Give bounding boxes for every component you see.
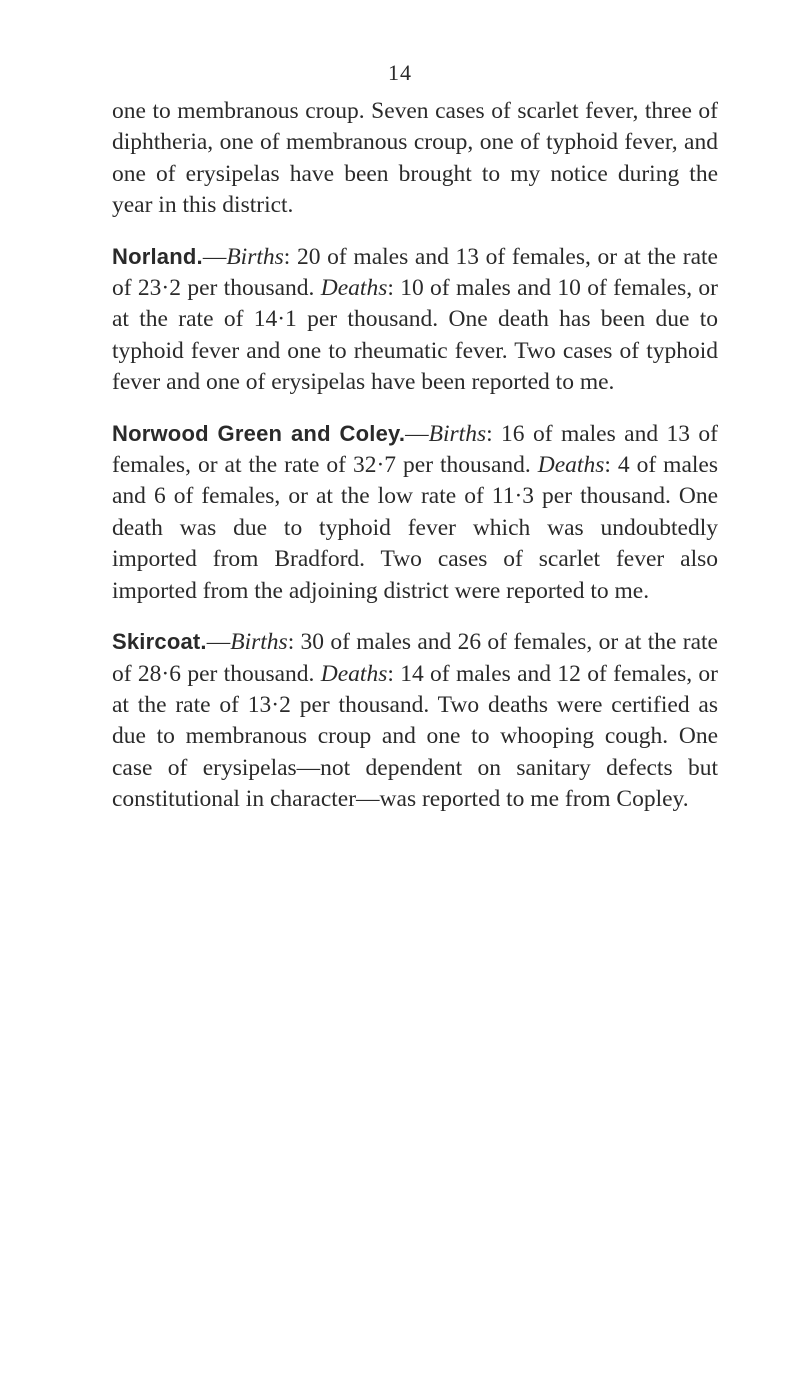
section-norland: Norland.—Births: 20 of males and 13 of females, or at the rate of 23·2 per thousand. Deaths: 10 of males and 10 of females, or at the rate of 14·1 per thousand. One death has been due to typhoid fever and one to rheumatic fever. Two cases of typhoid fever and one of erysipelas have been reported to me. — [112, 243, 719, 396]
deaths-label: Deaths — [320, 275, 388, 302]
births-label: Births — [230, 629, 288, 656]
births-text: : 16 of males and 13 of females, or at the rate of 32·7 per thousand. — [112, 420, 718, 479]
page-number: 14 — [388, 60, 412, 85]
body-text — [112, 96, 718, 816]
deaths-text: : 14 of males and 12 of females, or at the rate of 13·2 per thousand. Two deaths were certified as due to membranous croup and one to whooping cough. One case of erysipelas—not dependent on sanitary defects but constitutional in character—was reported to me from Copley. — [112, 660, 719, 813]
births-text: : 30 of males and 26 of females, or at the rate of 28·6 per thousand. — [112, 629, 718, 687]
section-norwood-green-and-coley: Norwood Green and Coley.—Births: 16 of males and 13 of females, or at the rate of 32·7 per thousand. Deaths: 4 of males and 6 of females, or at the low rate of 11·3 per thousand. One death was due to typhoid fever which was undoubtedly imported from Bradford. Two cases of scarlet fever also imported from the adjoining district were reported to me. — [112, 420, 719, 604]
section-heading: Norwood Green and Coley. — [112, 420, 406, 446]
births-label: Births — [226, 243, 284, 270]
section-heading: Skircoat. — [112, 629, 207, 655]
deaths-label: Deaths — [537, 452, 605, 479]
deaths-label: Deaths — [320, 660, 388, 687]
section-skircoat: Skircoat.—Births: 30 of males and 26 of females, or at the rate of 28·6 per thousand. Deaths: 14 of males and 12 of females, or at the rate of 13·2 per thousand. Two deaths were certified as due to membranous croup and one to whooping cough. One case of erysipelas—not dependent on sanitary defects but constitutional in character—was reported to me from Copley. — [112, 629, 719, 813]
births-text: : 20 of males and 13 of females, or at the rate of 23·2 per thousand. — [112, 243, 718, 302]
births-label: Births — [428, 420, 487, 447]
deaths-text: : 4 of males and 6 of females, or at the low rate of 11·3 per thousand. One death was due to typhoid fever which was undoubtedly imported from Bradford. Two cases of scarlet fever also imported from the adjoining district were reported to me. — [112, 452, 719, 604]
section-heading: Norland. — [112, 243, 203, 269]
intro-paragraph: one to membranous croup. Seven cases of scarlet fever, three of diphtheria, one of membranous croup, one of typhoid fever, and one of erysipelas have been brought to my notice during the year in this district. — [112, 98, 718, 219]
deaths-text: : 10 of males and 10 of females, or at the rate of 14·1 per thousand. One death has been due to typhoid fever and one to rheumatic fever. Two cases of typhoid fever and one of erysipelas have been reported to me. — [112, 275, 719, 396]
